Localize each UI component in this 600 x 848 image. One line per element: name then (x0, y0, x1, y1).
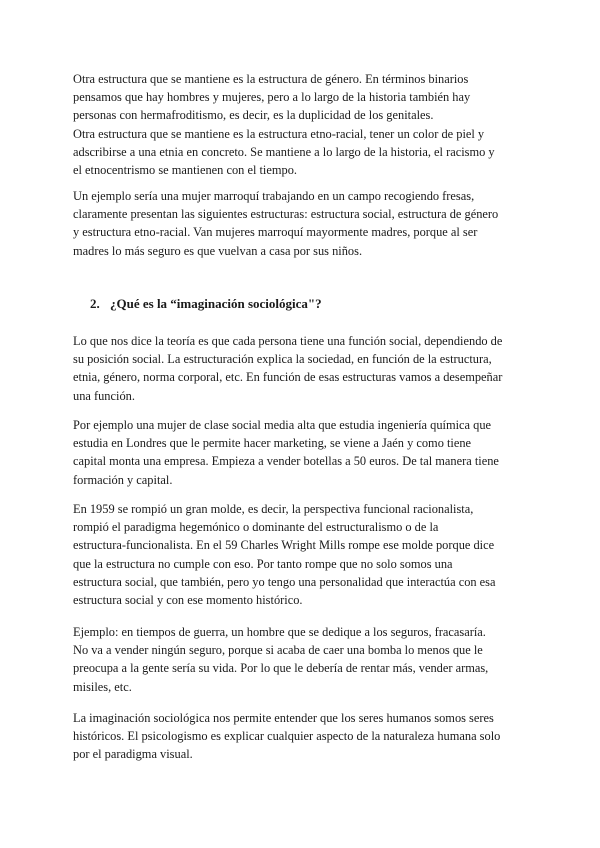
text-line: estructura social, que también, pero yo tengo una personalidad que interactúa con esa (73, 574, 496, 589)
text-line: que la estructura no cumple con eso. Por tanto rompe que no solo somos una (73, 556, 453, 571)
paragraph-example-moroccan (73, 187, 535, 260)
text-line: una función. (73, 388, 135, 403)
text-line: Otra estructura que se mantiene es la estructura etno-racial, tener un color de piel y (73, 126, 485, 141)
paragraph-war-example (73, 623, 535, 696)
text-line: pensamos que hay hombres y mujeres, pero a lo largo de la historia también hay (73, 90, 471, 105)
section-title: ¿Qué es la “imaginación sociológica"? (110, 296, 322, 311)
text-line: claramente presentan las siguientes estructuras: estructura social, estructura de género (73, 207, 499, 222)
text-line: personas con hermafroditismo, es decir, es la duplicidad de los genitales. (73, 108, 434, 123)
text-line: etnia, género, norma corporal, etc. En función de esas estructuras vamos a desempeñar (73, 370, 503, 385)
paragraph-structures (73, 70, 535, 179)
text-line: el etnocentrismo se mantienen con el tiempo. (73, 163, 297, 178)
text-line: preocupa a la gente sería su vida. Por lo que le debería de rentar más, vender armas, (73, 661, 489, 676)
text-line: Lo que nos dice la teoría es que cada persona tiene una función social, dependiendo de (73, 334, 503, 348)
text-line: por el paradigma visual. (73, 747, 193, 762)
text-line: La imaginación sociológica nos permite entender que los seres humanos somos seres (73, 711, 494, 725)
text-line: rompió el paradigma hegemónico o dominante del estructuralismo o de la (73, 520, 439, 535)
section-number: 2. (90, 296, 100, 311)
paragraph-1959 (73, 500, 535, 609)
text-line: No va a vender ningún seguro, porque si acaba de caer una bomba lo menos que le (73, 643, 483, 658)
text-line: estudia en Londres que le permite hacer marketing, se viene a Jaén y como tiene (73, 436, 472, 451)
text-line: En 1959 se rompió un gran molde, es decir, la perspectiva funcional racionalista, (73, 502, 474, 516)
text-line: estructura-funcionalista. En el 59 Charles Wright Mills rompe ese molde porque dice (73, 538, 495, 553)
text-line: Ejemplo: en tiempos de guerra, un hombre que se dedique a los seguros, fracasaría. (73, 625, 486, 639)
text-line: y estructura etno-racial. Van mujeres marroquí mayormente madres, porque al ser (73, 225, 478, 240)
text-line: Un ejemplo sería una mujer marroquí trabajando en un campo recogiendo fresas, (73, 189, 475, 203)
text-line: adscribirse a una etnia en concreto. Se mantiene a lo largo de la historia, el racismo y (73, 144, 495, 159)
section-heading (90, 296, 322, 312)
text-line: su posición social. La estructuración explica la sociedad, en función de la estructura, (73, 352, 492, 367)
text-line: históricos. El psicologismo es explicar cualquier aspecto de la naturaleza humana solo (73, 729, 501, 744)
paragraph-sociological-imagination (73, 709, 535, 764)
paragraph-theory (73, 332, 535, 405)
text-line: formación y capital. (73, 472, 173, 487)
text-line: capital monta una empresa. Empieza a vender botellas a 50 euros. De tal manera tiene (73, 454, 499, 469)
text-line: Por ejemplo una mujer de clase social media alta que estudia ingeniería química que (73, 418, 492, 432)
paragraph-engineer-example (73, 416, 535, 489)
text-line: misiles, etc. (73, 679, 132, 694)
text-line: estructura social y con ese momento histórico. (73, 593, 303, 608)
text-line: madres lo más seguro es que vuelvan a casa por sus niños. (73, 243, 363, 258)
text-line: Otra estructura que se mantiene es la estructura de género. En términos binarios (73, 72, 469, 86)
